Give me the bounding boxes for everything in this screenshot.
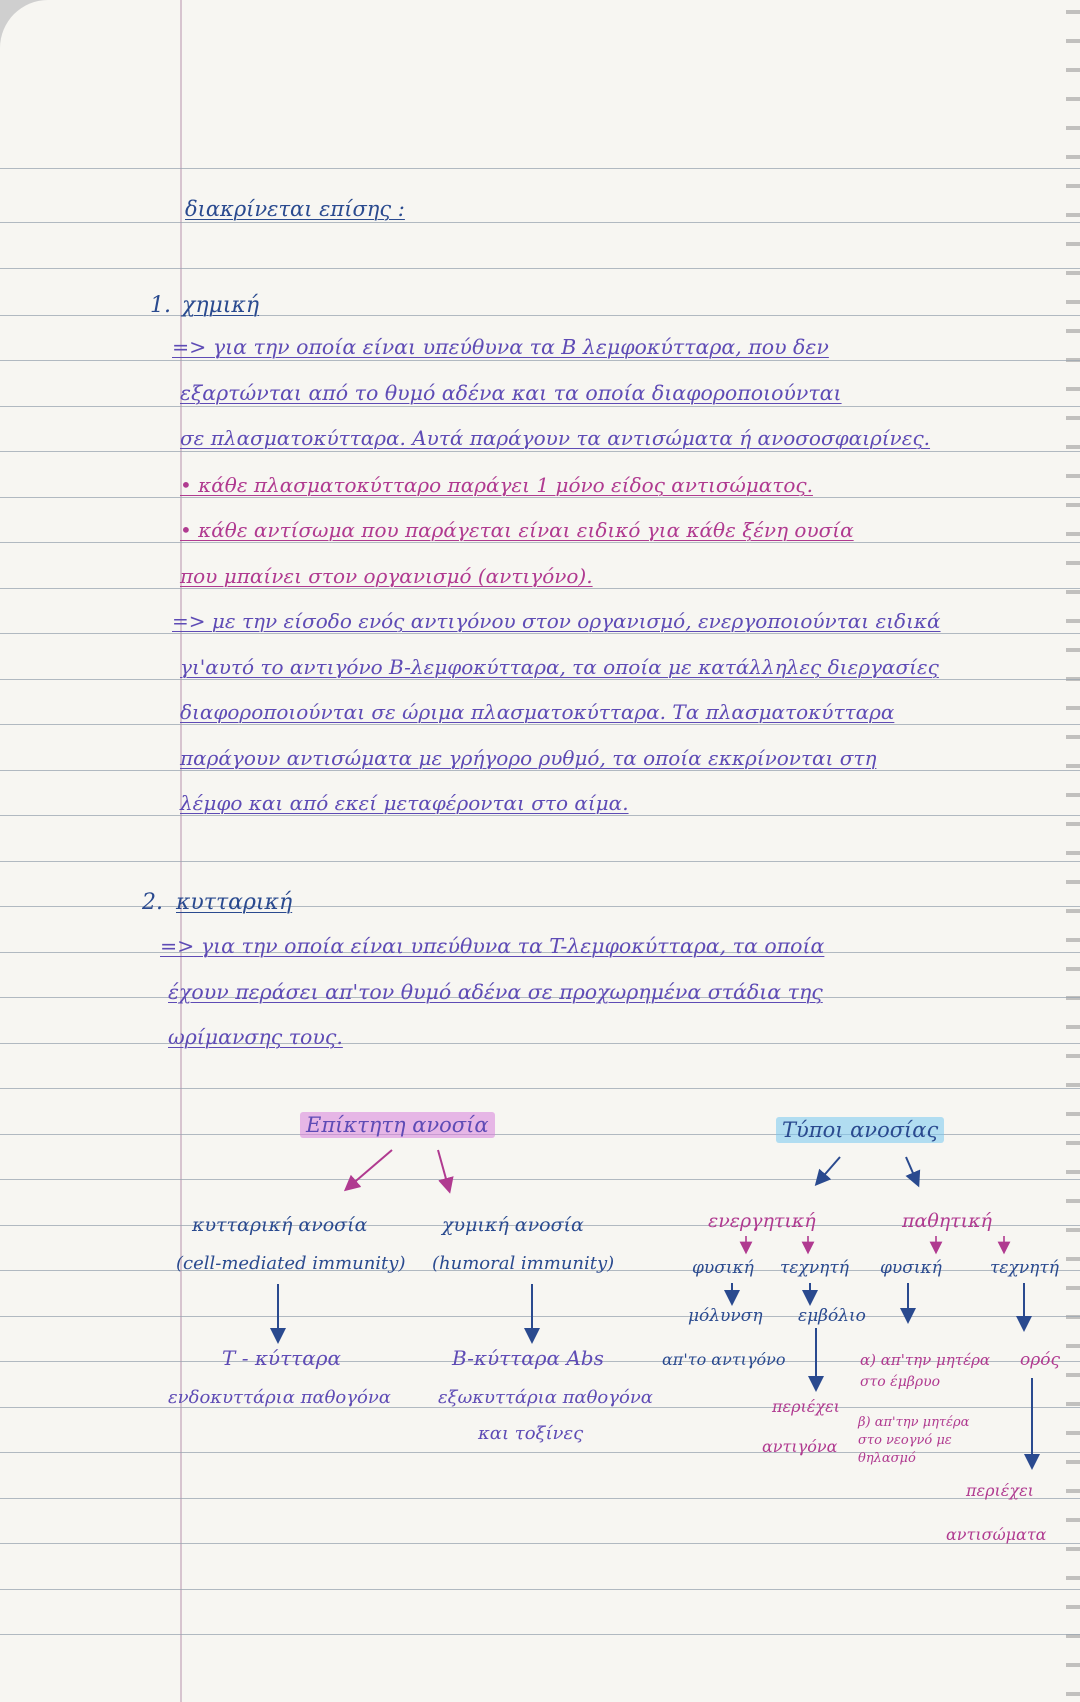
from-antigen-label: απ'το αντιγόνο bbox=[662, 1350, 786, 1369]
vaccine-label: εμβόλιο bbox=[798, 1306, 866, 1326]
contains-label: περιέχει bbox=[966, 1481, 1034, 1500]
intracellular-pathogens-label: ενδοκυττάρια παθογόνα bbox=[168, 1387, 391, 1408]
t-cells-label: T - κύτταρα bbox=[222, 1346, 341, 1370]
mother-to-fetus-label: στο έμβρυο bbox=[860, 1374, 941, 1390]
toxins-label: και τοξίνες bbox=[478, 1423, 584, 1444]
antibodies-label: αντισώματα bbox=[946, 1525, 1047, 1544]
cellular-immunity-label: κυτταρική ανοσία bbox=[192, 1214, 368, 1236]
section2-title: κυτταρική bbox=[176, 890, 293, 915]
immunity-types-header: Τύποι ανοσίας bbox=[776, 1117, 944, 1143]
humoral-immunity-english: (humoral immunity) bbox=[432, 1253, 615, 1274]
arrow-to-passive bbox=[906, 1157, 916, 1180]
section1-para2-line: γι'αυτό το αντιγόνο B-λεμφοκύτταρα, τα οποία με κατάλληλες διεργασίες bbox=[180, 655, 939, 679]
section1-bullet: που μπαίνει στον οργανισμό (αντιγόνο). bbox=[180, 564, 593, 588]
section1-number: 1. bbox=[150, 293, 171, 318]
section2-para-line: ωρίμανσης τους. bbox=[168, 1025, 343, 1049]
section1-para1-line: σε πλασματοκύτταρα. Αυτά παράγουν τα αντισώματα ή ανοσοσφαιρίνες. bbox=[180, 426, 931, 450]
active-natural-label: φυσική bbox=[692, 1258, 754, 1278]
contains-label: περιέχει bbox=[772, 1397, 840, 1416]
active-artificial-label: τεχνητή bbox=[780, 1258, 849, 1278]
section1-para1-line: => για την οποία είναι υπεύθυνα τα B λεμφοκύτταρα, που δεν bbox=[172, 335, 829, 359]
breastfeeding-label: θηλασμό bbox=[858, 1451, 916, 1466]
intro-text: διακρίνεται επίσης : bbox=[185, 197, 405, 221]
section2-para-line: έχουν περάσει απ'τον θυμό αδένα σε προχωρημένα στάδια της bbox=[168, 980, 823, 1004]
section1-para2-line: λέμφο και από εκεί μεταφέρονται στο αίμα. bbox=[180, 791, 629, 815]
active-immunity-label: ενεργητική bbox=[708, 1210, 816, 1232]
extracellular-pathogens-label: εξωκυττάρια παθογόνα bbox=[438, 1387, 653, 1408]
passive-artificial-label: τεχνητή bbox=[990, 1258, 1059, 1278]
humoral-immunity-label: χυμική ανοσία bbox=[442, 1214, 584, 1236]
mother-to-newborn-label: β) απ'την μητέρα bbox=[858, 1415, 970, 1430]
serum-label: ορός bbox=[1020, 1350, 1060, 1370]
acquired-immunity-header: Επίκτητη ανοσία bbox=[300, 1112, 495, 1138]
section1-para1-line: εξαρτώνται από το θυμό αδένα και τα οποία διαφοροποιούνται bbox=[180, 381, 842, 405]
passive-natural-label: φυσική bbox=[880, 1258, 942, 1278]
mother-to-fetus-label: α) απ'την μητέρα bbox=[860, 1351, 991, 1369]
antigens-label: αντιγόνα bbox=[762, 1437, 838, 1456]
arrow-to-active bbox=[820, 1157, 840, 1180]
section1-bullet: • κάθε αντίσωμα που παράγεται είναι ειδικό για κάθε ξένη ουσία bbox=[180, 518, 854, 542]
section1-para2-line: => με την είσοδο ενός αντιγόνου στον οργανισμό, ενεργοποιούνται ειδικά bbox=[172, 609, 941, 633]
section1-para2-line: παράγουν αντισώματα με γρήγορο ρυθμό, τα οποία εκκρίνονται στη bbox=[180, 746, 877, 770]
section2-number: 2. bbox=[142, 890, 163, 915]
arrow-to-cellular bbox=[350, 1150, 392, 1186]
b-cells-abs-label: B-κύτταρα Abs bbox=[452, 1346, 604, 1370]
cellular-immunity-english: (cell-mediated immunity) bbox=[176, 1253, 406, 1274]
section2-para-line: => για την οποία είναι υπεύθυνα τα T-λεμφοκύτταρα, τα οποία bbox=[160, 934, 825, 958]
passive-immunity-label: παθητική bbox=[902, 1210, 992, 1232]
section1-para2-line: διαφοροποιούνται σε ώριμα πλασματοκύτταρα. Τα πλασματοκύτταρα bbox=[180, 700, 895, 724]
infection-label: μόλυνση bbox=[688, 1306, 763, 1326]
section1-title: χημική bbox=[182, 293, 260, 318]
mother-to-newborn-label: στο νεογνό με bbox=[858, 1433, 952, 1448]
arrow-to-humoral bbox=[438, 1150, 448, 1186]
section1-bullet: • κάθε πλασματοκύτταρο παράγει 1 μόνο είδος αντισώματος. bbox=[180, 473, 813, 497]
